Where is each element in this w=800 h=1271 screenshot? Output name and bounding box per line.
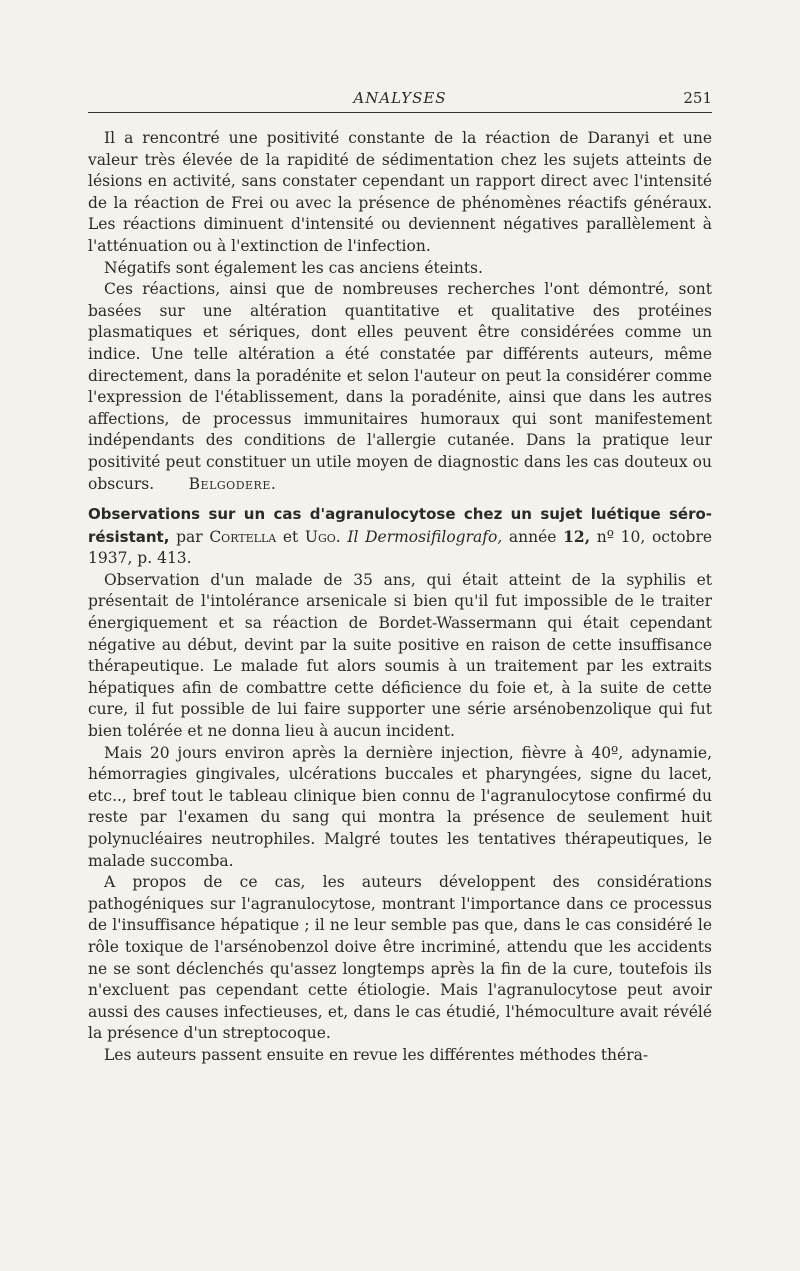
author-name: Cortella <box>209 527 277 546</box>
paragraph: A propos de ce cas, les auteurs développent des considérations pathogéniques sur l'agranulocytose, montrant l'importance dans ce processus de l'insuffisance hépatique ; il ne leur semble pas que, dans le cas considéré le rôle toxique de l'arsénobenzol doive être incriminé, attendu que les accidents ne se sont déclenchés qu'assez longtemps après la fin de la cure, toutefois ils n'excluent pas cependant cette étiologie. Mais l'agranulocytose peut avoir aussi des causes infectieuses, et, dans le cas étudié, l'hémoculture avait révélé la présence d'un streptocoque. <box>88 873 712 1043</box>
author-name: Ugo. <box>304 527 341 546</box>
article-title: Observations sur un cas d'agranulocytose chez un sujet luétique séro-résistant, <box>88 505 712 546</box>
paragraph: Négatifs sont également les cas anciens éteints. <box>104 258 483 277</box>
running-head: ANALYSES <box>353 89 447 107</box>
volume-number: 12, <box>563 526 591 546</box>
by-label: par <box>176 527 203 546</box>
body-text <box>88 128 712 1067</box>
article-heading <box>88 504 712 570</box>
paragraph: Mais 20 jours environ après la dernière injection, fièvre à 40º, adynamie, hémorragies gingivales, ulcérations buccales et pharyngées, signe du lacet, etc.., bref tout le tableau clinique bien connu de l'agranulocytose confirmé du reste par l'examen du sang qui montra la présence de seulement huit polynucléaires neutrophiles. Malgré toutes les tentatives thérapeutiques, le malade succomba. <box>88 743 712 870</box>
paragraph-text: Ces réactions, ainsi que de nombreuses recherches l'ont démontré, sont basées sur une altération quantitative et qualitative des protéines plasmatiques et sériques, dont elles peuvent être considérées comme un indice. Une telle altération a été constatée par différents auteurs, même directement, dans la poradénite et selon l'auteur on peut la considérer comme l'expression de l'établissement, dans la poradénite, ainsi que dans les autres affections, de processus immunitaires humoraux qui sont manifestement indépendants des conditions de l'allergie cutanée. Dans la pratique leur positivité peut constituer un utile moyen de diagnostic dans les cas douteux ou obscurs. <box>88 280 712 493</box>
and-label: et <box>282 527 299 546</box>
paragraph: Observation d'un malade de 35 ans, qui était atteint de la syphilis et présentait de l'intolérance arsenicale si bien qu'il fut impossible de le traiter énergiquement et sa réaction de Bordet-Wassermann qui était cependant négative au début, devint par la suite positive en raison de cette insuffisance thérapeutique. Le malade fut alors soumis à un traitement par les extraits hépatiques afin de combattre cette déficience du foie et, à la suite de cette cure, il fut possible de lui faire supporter une série arsénobenzolique qui fut bien tolérée et ne donna lieu à aucun incident. <box>88 570 712 741</box>
issue-info: nº 10, octobre 1937, p. 413. <box>88 527 713 568</box>
journal-name: Il Dermosifilografo, <box>347 527 503 546</box>
paragraph: Les auteurs passent ensuite en revue les différentes méthodes théra- <box>104 1045 649 1064</box>
paragraph <box>88 279 712 495</box>
paragraph: Il a rencontré une positivité constante de la réaction de Daranyi et une valeur très élevée de la rapidité de sédimentation chez les sujets atteints de lésions en activité, sans constater cependant un rapport direct avec l'intensité de la réaction de Frei ou avec la présence de phénomènes réactifs généraux. Les réactions diminuent d'intensité ou deviennent négatives parallèlement à l'atténuation ou à l'extinction de l'infection. <box>88 129 712 255</box>
page-header <box>88 86 712 113</box>
page-number: 251 <box>683 89 712 107</box>
signature: Belgodere. <box>188 474 277 493</box>
year-label: année <box>508 527 557 546</box>
